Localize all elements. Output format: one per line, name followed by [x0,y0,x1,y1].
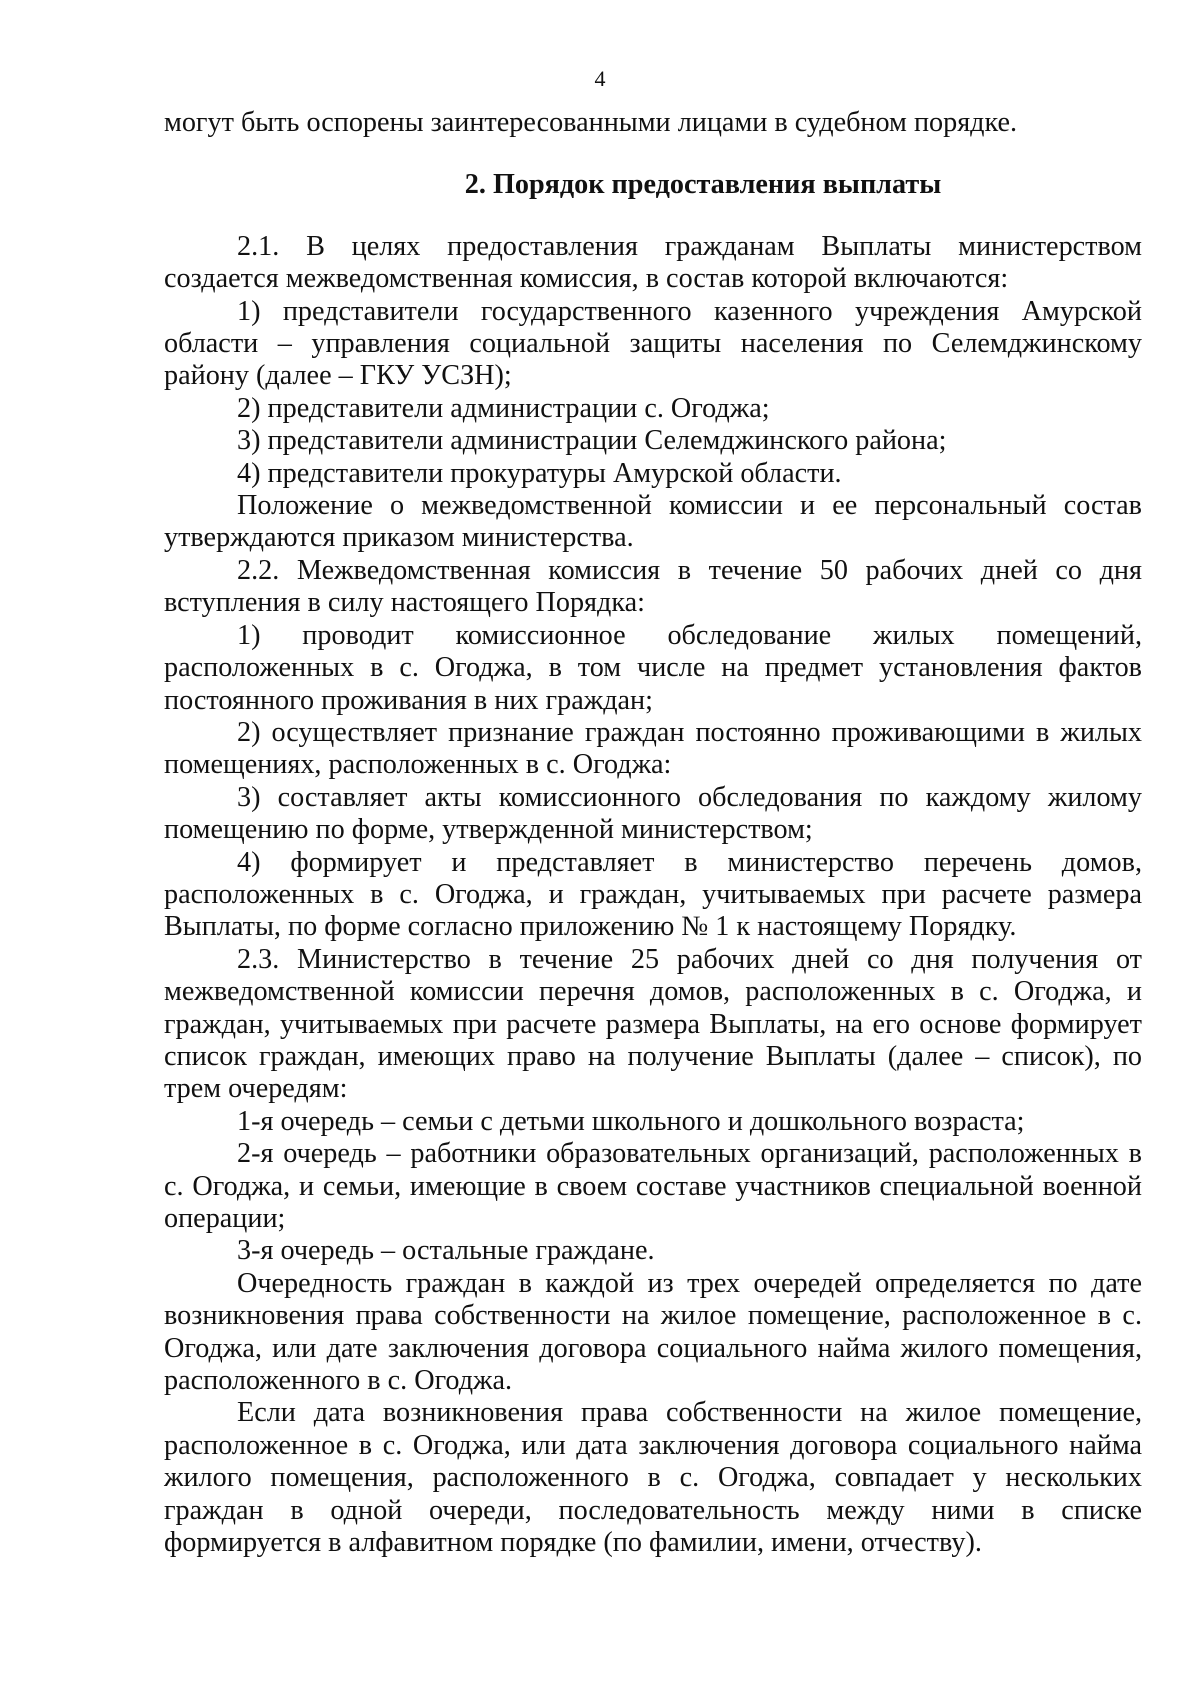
queue-2: 2-я очередь – работники образовательных организаций, расположенных в с. Огоджа, и семьи, имеющие в своем составе участников специальной военной операции; [164,1138,1142,1234]
paragraph-queue-order: Очередность граждан в каждой из трех очередей определяется по дате возникновения права собственности на жилое помещение, расположенное в с. Огоджа, или дате заключения договора социального найма жилого помещения, расположенного в с. Огоджа. [164,1267,1142,1397]
paragraph-commission-statute: Положение о межведомственной комиссии и ее персональный состав утверждаются приказом министерства. [164,490,1142,554]
list-item-2-2-4: 4) формирует и представляет в министерство перечень домов, расположенных в с. Огоджа, и граждан, учитываемых при расчете размера Выплаты, по форме согласно приложению № 1 к настоящему Порядку. [164,846,1142,943]
section-heading: 2. Порядок предоставления выплаты [464,169,942,201]
paragraph-alphabetical-order: Если дата возникновения права собственности на жилое помещение, расположенное в с. Огоджа, или дата заключения договора социального найма жилого помещения, расположенного в с. Огоджа, совпадает у нескольких граждан в одной очереди, последовательность между ними в списке формируется в алфавитном порядке (по фамилии, имени, отчеству). [164,1397,1142,1559]
list-item-2-2-3: 3) составляет акты комиссионного обследования по каждому жилому помещению по форме, утвержденной министерством; [164,781,1142,846]
list-item-3: 3) представители администрации Селемджинского района; [237,425,947,457]
list-item-2-2-2: 2) осуществляет признание граждан постоянно проживающими в жилых помещениях, расположенных в с. Огоджа: [164,716,1142,781]
paragraph-2-1: 2.1. В целях предоставления гражданам Выплаты министерством создается межведомственная комиссия, в состав которой включаются: [164,230,1142,295]
page-number: 4 [594,66,606,91]
document-body [164,107,1142,1559]
queue-1: 1-я очередь – семьи с детьми школьного и дошкольного возраста; [237,1105,1025,1137]
continuation-text: могут быть оспорены заинтересованными лицами в судебном порядке. [164,107,1018,138]
list-item-1: 1) представители государственного казенного учреждения Амурской области – управления социальной защиты населения по Селемджинскому району (далее – ГКУ УСЗН); [164,295,1142,392]
list-item-2-2-1: 1) проводит комиссионное обследование жилых помещений, расположенных в с. Огоджа, в том числе на предмет установления фактов постоянного проживания в них граждан; [164,619,1142,716]
paragraph-2-3: 2.3. Министерство в течение 25 рабочих дней со дня получения от межведомственной комиссии перечня домов, расположенных в с. Огоджа, и граждан, учитываемых при расчете размера Выплаты, на его основе формирует список граждан, имеющих право на получение Выплаты (далее – список), по трем очередям: [164,943,1142,1105]
list-item-2: 2) представители администрации с. Огоджа; [237,392,770,424]
queue-3: 3-я очередь – остальные граждане. [237,1235,655,1267]
paragraph-2-2: 2.2. Межведомственная комиссия в течение 50 рабочих дней со дня вступления в силу настоящего Порядка: [164,554,1142,619]
list-item-4: 4) представители прокуратуры Амурской области. [237,457,842,489]
